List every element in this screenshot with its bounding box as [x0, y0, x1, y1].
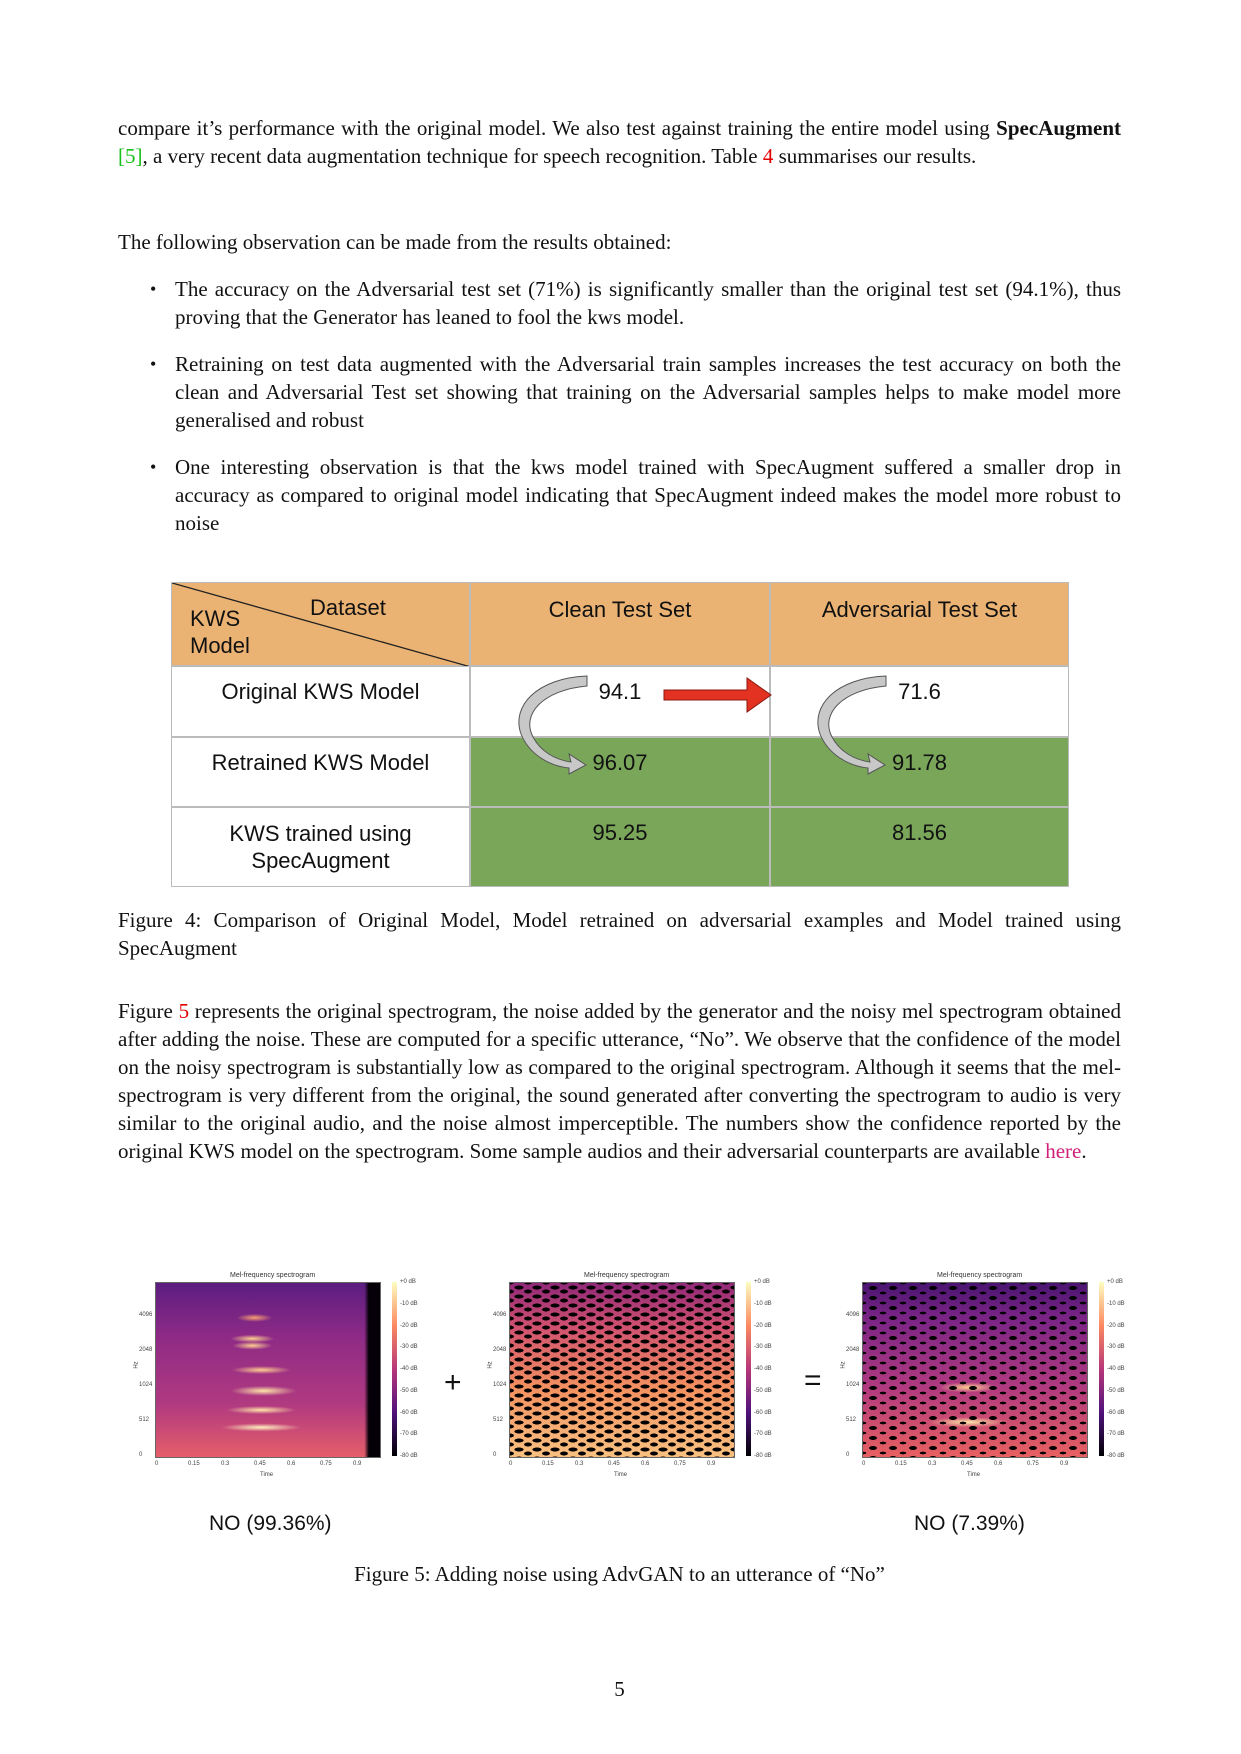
- bullet-icon: •: [150, 354, 157, 374]
- table-ref-link[interactable]: 4: [762, 144, 774, 168]
- x-tick-label: 0.15: [188, 1461, 200, 1467]
- intro-paragraph: compare it’s performance with the original model. We also test against training the entire model using SpecAugment [5], a very recent data augmentation technique for speech recognition. Table 4 summarises our results.: [118, 116, 1121, 168]
- colorbar: [1099, 1282, 1104, 1456]
- colorbar-tick-label: -80 dB: [400, 1453, 418, 1459]
- colorbar-tick-label: +0 dB: [754, 1279, 770, 1285]
- diagonal-divider: [172, 583, 471, 667]
- y-tick-label: 0: [139, 1452, 143, 1458]
- x-axis-label: Time: [614, 1472, 628, 1478]
- row-label: KWS trained using SpecAugment: [171, 807, 470, 887]
- spectrogram-image: [862, 1282, 1088, 1458]
- y-axis-label: Hz: [487, 1361, 494, 1369]
- y-tick-label: 2048: [846, 1347, 860, 1353]
- y-tick-label: 0: [846, 1452, 850, 1458]
- x-tick-label: 0.9: [353, 1461, 362, 1467]
- x-tick-label: 0.45: [254, 1461, 266, 1467]
- x-axis-label: Time: [967, 1472, 981, 1478]
- plus-sign: +: [444, 1366, 462, 1399]
- figure-4-caption: Figure 4: Comparison of Original Model, Model retrained on adversarial examples and Model trained using SpecAugment: [118, 908, 1121, 960]
- corner-header: [171, 582, 470, 666]
- spectrogram-image: [509, 1282, 735, 1458]
- colorbar-tick-label: -80 dB: [1107, 1453, 1125, 1459]
- x-tick-label: 0: [155, 1461, 159, 1467]
- colorbar-tick-label: -10 dB: [400, 1300, 418, 1307]
- column-header-clean: Clean Test Set: [470, 582, 770, 666]
- x-tick-label: 0.45: [608, 1461, 620, 1467]
- observation-intro: The following observation can be made from the results obtained:: [118, 230, 672, 254]
- x-tick-label: 0.15: [542, 1461, 554, 1467]
- x-tick-label: 0: [862, 1461, 866, 1467]
- plot-title: Mel-frequency spectrogram: [584, 1272, 670, 1279]
- colorbar-tick-label: -70 dB: [400, 1431, 418, 1438]
- y-tick-label: 512: [846, 1417, 857, 1423]
- x-tick-label: 0.9: [1060, 1461, 1069, 1467]
- here-link[interactable]: here: [1045, 1139, 1082, 1163]
- model-label: KWS Model: [190, 606, 250, 658]
- y-tick-label: 1024: [493, 1382, 507, 1388]
- dataset-label: Dataset: [310, 595, 386, 620]
- x-tick-label: 0.3: [928, 1461, 937, 1467]
- colorbar-tick-label: -50 dB: [400, 1387, 418, 1394]
- colorbar-tick-label: -50 dB: [1107, 1387, 1125, 1394]
- x-tick-label: 0.45: [961, 1461, 973, 1467]
- colorbar-tick-label: -10 dB: [754, 1300, 772, 1307]
- table-cell: 94.1: [470, 666, 770, 737]
- x-tick-label: 0: [509, 1461, 513, 1467]
- y-tick-label: 4096: [846, 1312, 860, 1318]
- y-axis-label: Hz: [840, 1361, 847, 1369]
- colorbar-tick-label: +0 dB: [1107, 1279, 1123, 1285]
- colorbar-tick-label: -30 dB: [1107, 1344, 1125, 1351]
- y-tick-label: 4096: [139, 1312, 153, 1318]
- row-label: Retrained KWS Model: [171, 737, 470, 807]
- bullet-icon: •: [150, 279, 157, 299]
- colorbar-tick-label: -70 dB: [1107, 1431, 1125, 1438]
- plot-title: Mel-frequency spectrogram: [230, 1272, 316, 1279]
- figure-ref-link[interactable]: 5: [178, 999, 190, 1023]
- original-confidence-label: NO (99.36%): [209, 1512, 332, 1535]
- equals-sign: =: [804, 1364, 822, 1397]
- table-cell: 95.25: [470, 807, 770, 887]
- x-tick-label: 0.15: [895, 1461, 907, 1467]
- y-tick-label: 2048: [493, 1347, 507, 1353]
- colorbar: [746, 1282, 751, 1456]
- table-cell: 81.56: [770, 807, 1069, 887]
- y-tick-label: 4096: [493, 1312, 507, 1318]
- x-tick-label: 0.3: [221, 1461, 230, 1467]
- x-tick-label: 0.6: [287, 1461, 296, 1467]
- results-table: [171, 582, 1069, 887]
- colorbar-tick-label: -30 dB: [400, 1344, 418, 1351]
- y-tick-label: 2048: [139, 1347, 153, 1353]
- x-tick-label: 0.6: [641, 1461, 650, 1467]
- colorbar-tick-label: -20 dB: [400, 1322, 418, 1329]
- colorbar-tick-label: -70 dB: [754, 1431, 772, 1438]
- colorbar-tick-label: -60 dB: [1107, 1409, 1125, 1416]
- y-tick-label: 1024: [139, 1382, 153, 1388]
- citation-link[interactable]: [5]: [118, 144, 143, 168]
- noisy-confidence-label: NO (7.39%): [914, 1512, 1025, 1535]
- figure-5-paragraph: Figure 5 represents the original spectrogram, the noise added by the generator and the noisy mel spectrogram obtained after adding the noise. These are computed for a specific utterance, “No”. We observe that the confidence of the model on the noisy spectrogram is substantially low as compared to the original spectrogram. Although it seems that the mel-spectrogram is very different from the original, the sound generated after converting the spectrogram to audio is very similar to the original audio, and the noise almost imperceptible. The numbers show the confidence reported by the original KWS model on the spectrogram. Some sample audios and their adversarial counterparts are available here.: [118, 999, 1122, 1163]
- colorbar-tick-label: -40 dB: [1107, 1366, 1125, 1372]
- x-tick-label: 0.75: [1027, 1461, 1039, 1467]
- y-tick-label: 1024: [846, 1382, 860, 1388]
- colorbar-tick-label: -40 dB: [400, 1366, 418, 1372]
- spectrogram-image: [155, 1282, 381, 1458]
- x-tick-label: 0.75: [674, 1461, 686, 1467]
- x-tick-label: 0.6: [994, 1461, 1003, 1467]
- bullet-text: Retraining on test data augmented with the Adversarial train samples increases the test accuracy on both the clean and Adversarial Test set showing that training on the Adversarial samples helps to make model more generalised and robust: [175, 352, 1121, 432]
- colorbar-tick-label: -50 dB: [754, 1387, 772, 1394]
- colorbar-tick-label: -20 dB: [754, 1322, 772, 1329]
- colorbar-tick-label: -60 dB: [754, 1409, 772, 1416]
- row-label: Original KWS Model: [171, 666, 470, 737]
- table-cell: 91.78: [770, 737, 1069, 807]
- colorbar: [392, 1282, 397, 1456]
- colorbar-tick-label: -40 dB: [754, 1366, 772, 1372]
- column-header-adversarial: Adversarial Test Set: [770, 582, 1069, 666]
- x-tick-label: 0.75: [320, 1461, 332, 1467]
- plot-title: Mel-frequency spectrogram: [937, 1272, 1023, 1279]
- table-cell: 96.07: [470, 737, 770, 807]
- colorbar-tick-label: +0 dB: [400, 1279, 416, 1285]
- figure-5-caption: Figure 5: Adding noise using AdvGAN to an utterance of “No”: [354, 1562, 885, 1586]
- colorbar-tick-label: -30 dB: [754, 1344, 772, 1351]
- y-tick-label: 512: [139, 1417, 150, 1423]
- x-tick-label: 0.9: [707, 1461, 716, 1467]
- colorbar-tick-label: -20 dB: [1107, 1322, 1125, 1329]
- x-tick-label: 0.3: [575, 1461, 584, 1467]
- colorbar-tick-label: -10 dB: [1107, 1300, 1125, 1307]
- bullet-text: One interesting observation is that the kws model trained with SpecAugment suffered a smaller drop in accuracy as compared to original model indicating that SpecAugment indeed makes the model more robust to noise: [175, 455, 1121, 535]
- y-tick-label: 0: [493, 1452, 497, 1458]
- colorbar-tick-label: -60 dB: [400, 1409, 418, 1416]
- page-number: 5: [614, 1677, 625, 1701]
- bullet-text: The accuracy on the Adversarial test set (71%) is significantly smaller than the original test set (94.1%), thus proving that the Generator has leaned to fool the kws model.: [175, 277, 1121, 329]
- colorbar-tick-label: -80 dB: [754, 1453, 772, 1459]
- y-axis-label: Hz: [133, 1361, 140, 1369]
- x-axis-label: Time: [260, 1472, 274, 1478]
- bullet-icon: •: [150, 457, 157, 477]
- table-cell: 71.6: [770, 666, 1069, 737]
- y-tick-label: 512: [493, 1417, 504, 1423]
